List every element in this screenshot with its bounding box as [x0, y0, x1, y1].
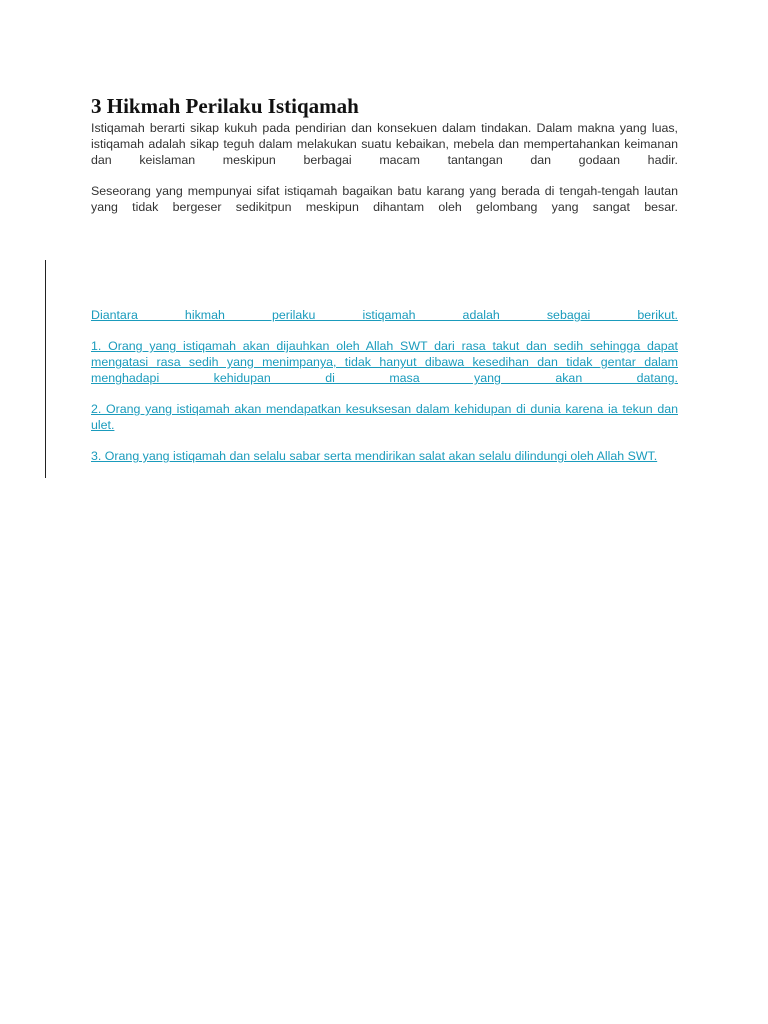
paragraph-analogy: Seseorang yang mempunyai sifat istiqamah bagaikan batu karang yang berada di tengah-tengah lautan yang tidak bergeser sedikitpun meskipun dihantam oleh gelombang yang sangat besar. [91, 184, 678, 214]
hikmah-link-list [91, 307, 678, 464]
link-hikmah-1[interactable]: 1. Orang yang istiqamah akan dijauhkan oleh Allah SWT dari rasa takut dan sedih sehingga dapat mengatasi rasa sedih yang menimpanya, tidak hanyut dibawa kesedihan dan tidak gentar dalam menghadapi kehidupan di masa yang akan datang. [91, 339, 678, 385]
link-hikmah-2[interactable]: 2. Orang yang istiqamah akan mendapatkan kesuksesan dalam kehidupan di dunia karena ia tekun dan ulet. [91, 402, 678, 432]
paragraph-definition: Istiqamah berarti sikap kukuh pada pendirian dan konsekuen dalam tindakan. Dalam makna yang luas, istiqamah adalah sikap teguh dalam melakukan suatu kebaikan, mebela dan mempertahankan keimanan dan keislaman meskipun berbagai macam tantangan dan godaan hadir. [91, 121, 678, 167]
margin-rule [45, 260, 46, 478]
link-hikmah-intro[interactable]: Diantara hikmah perilaku istiqamah adalah sebagai berikut. [91, 308, 678, 322]
link-hikmah-3[interactable]: 3. Orang yang istiqamah dan selalu sabar serta mendirikan salat akan selalu dilindungi oleh Allah SWT. [91, 449, 658, 463]
page-title: 3 Hikmah Perilaku Istiqamah [91, 94, 359, 118]
article-body [91, 94, 678, 215]
